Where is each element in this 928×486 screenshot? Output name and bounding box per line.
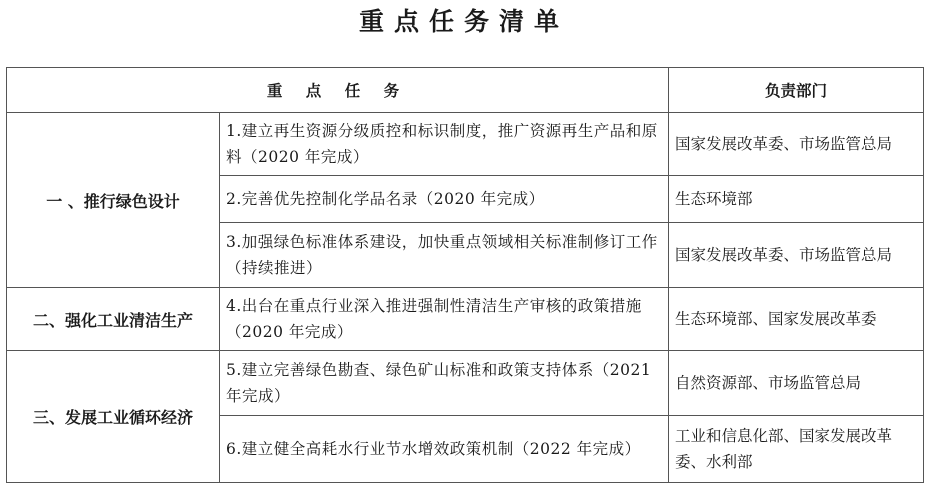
category-cell: 二、强化工业清洁生产: [7, 288, 220, 351]
category-cell: 三、发展工业循环经济: [7, 351, 220, 483]
dept-cell: 生态环境部: [669, 176, 924, 223]
task-cell: 4.出台在重点行业深入推进强制性清洁生产审核的政策措施（2020 年完成）: [220, 288, 669, 351]
table-row: [7, 113, 924, 176]
table-row: [7, 351, 924, 416]
header-task: 重 点 任 务: [7, 68, 669, 113]
task-cell: 3.加强绿色标准体系建设，加快重点领域相关标准制修订工作（持续推进）: [220, 223, 669, 288]
task-cell: 1.建立再生资源分级质控和标识制度，推广资源再生产品和原料（2020 年完成）: [220, 113, 669, 176]
dept-cell: 国家发展改革委、市场监管总局: [669, 223, 924, 288]
header-row: [7, 68, 924, 113]
task-cell: 2.完善优先控制化学品名录（2020 年完成）: [220, 176, 669, 223]
task-table: [6, 67, 924, 483]
category-cell: 一 、推行绿色设计: [7, 113, 220, 288]
header-dept: 负责部门: [669, 68, 924, 113]
dept-cell: 自然资源部、市场监管总局: [669, 351, 924, 416]
dept-cell: 工业和信息化部、国家发展改革委、水利部: [669, 416, 924, 483]
dept-cell: 生态环境部、国家发展改革委: [669, 288, 924, 351]
dept-cell: 国家发展改革委、市场监管总局: [669, 113, 924, 176]
task-cell: 5.建立完善绿色勘查、绿色矿山标准和政策支持体系（2021 年完成）: [220, 351, 669, 416]
task-cell: 6.建立健全高耗水行业节水增效政策机制（2022 年完成）: [220, 416, 669, 483]
page-title: 重点任务清单: [358, 7, 569, 36]
table-row: [7, 288, 924, 351]
